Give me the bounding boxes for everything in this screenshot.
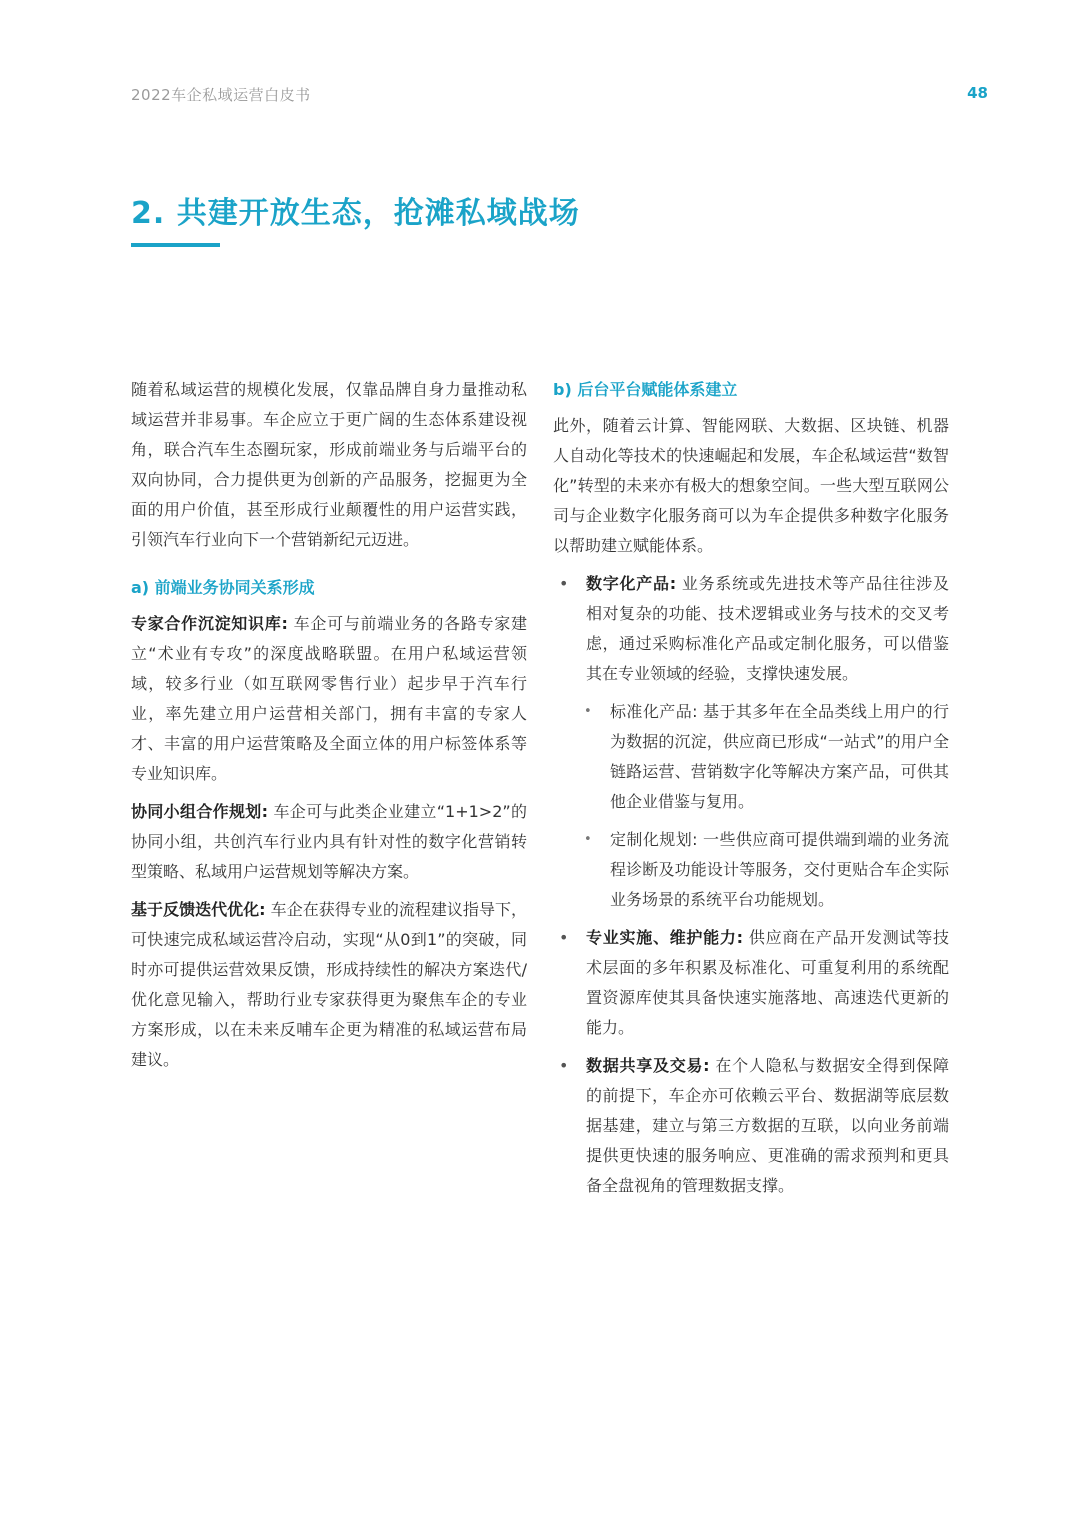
bullet-dot-icon: •: [559, 1056, 569, 1075]
bullet-dot-icon: •: [584, 704, 592, 719]
intro-paragraph: 此外，随着云计算、智能网联、大数据、区块链、机器人自动化等技术的快速崛起和发展，车企私域运营“数智化”转型的未来亦有极大的想象空间。一些大型互联网公司与企业数字化服务商可以为车企提供多种数字化服务以帮助建立赋能体系。: [553, 416, 949, 555]
paragraph-text: 车企可与此类企业建立“1+1>2”的协同小组，共创汽车行业内具有针对性的数字化营销转型策略、私域用户运营规划等解决方案。: [131, 802, 527, 881]
bullet-text: 业务系统或先进技术等产品往往涉及相对复杂的功能、技术逻辑或业务与技术的交叉考虑，通过采购标准化产品或定制化服务，可以借鉴其在专业领域的经验，支撑快速发展。: [586, 574, 949, 683]
right-column: [553, 375, 949, 1209]
paragraph-lead: 基于反馈迭代优化:: [131, 900, 266, 919]
sub-bullet-standard-product: [553, 697, 949, 817]
bullet-dot-icon: •: [559, 574, 569, 593]
bullet-dot-icon: •: [559, 928, 569, 947]
bullet-data-sharing: [553, 1051, 949, 1201]
intro-paragraph: 随着私域运营的规模化发展，仅靠品牌自身力量推动私域运营并非易事。车企应立于更广阔的生态体系建设视角，联合汽车生态圈玩家，形成前端业务与后端平台的双向协同，合力提供更为创新的产品服务，挖掘更为全面的用户价值，甚至形成行业颠覆性的用户运营实践，引领汽车行业向下一个营销新纪元迈进。: [131, 380, 527, 549]
paragraph-lead: 专家合作沉淀知识库:: [131, 614, 288, 633]
sub-bullet-custom-planning: [553, 825, 949, 915]
sub-bullet-text: 标准化产品: 基于其多年在全品类线上用户的行为数据的沉淀，供应商已形成“一站式”的用户全链路运营、营销数字化等解决方案产品，可供其他企业借鉴与复用。: [610, 702, 949, 811]
bullet-lead: 专业实施、维护能力:: [586, 928, 744, 947]
page-number: 48: [967, 84, 988, 102]
bullet-lead: 数据共享及交易:: [586, 1056, 710, 1075]
paragraph-collab-group: [131, 797, 527, 887]
subheading-front-end: a) 前端业务协同关系形成: [131, 578, 315, 597]
left-column: [131, 375, 527, 1083]
bullet-text: 供应商在产品开发测试等技术层面的多年积累及标准化、可重复利用的系统配置资源库使其具备快速实施落地、高速迭代更新的能力。: [586, 928, 949, 1037]
bullet-implementation: [553, 923, 949, 1043]
sub-bullet-text: 定制化规划: 一些供应商可提供端到端的业务流程诊断及功能设计等服务，交付更贴合车企实际业务场景的系统平台功能规划。: [610, 830, 949, 909]
bullet-digital-product: [553, 569, 949, 689]
paragraph-feedback-iteration: [131, 895, 527, 1075]
section-title: 2. 共建开放生态，抢滩私域战场: [131, 196, 580, 231]
title-underline: [131, 243, 220, 247]
bullet-lead: 数字化产品:: [586, 574, 677, 593]
paragraph-text: 车企可与前端业务的各路专家建立“术业有专攻”的深度战略联盟。在用户私域运营领域，较多行业（如互联网零售行业）起步早于汽车行业，率先建立用户运营相关部门，拥有丰富的专家人才、丰富的用户运营策略及全面立体的用户标签体系等专业知识库。: [131, 614, 527, 783]
bullet-text: 在个人隐私与数据安全得到保障的前提下，车企亦可依赖云平台、数据湖等底层数据基建，建立与第三方数据的互联，以向业务前端提供更快速的服务响应、更准确的需求预判和更具备全盘视角的管理数据支撑。: [586, 1056, 949, 1195]
subheading-back-end: b) 后台平台赋能体系建立: [553, 380, 738, 399]
paragraph-lead: 协同小组合作规划:: [131, 802, 269, 821]
paragraph-expert-knowledge: [131, 609, 527, 789]
bullet-dot-icon: •: [584, 832, 592, 847]
paragraph-text: 车企在获得专业的流程建议指导下，可快速完成私域运营冷启动，实现“从0到1”的突破，同时亦可提供运营效果反馈，形成持续性的解决方案迭代/优化意见输入，帮助行业专家获得更为聚焦车企的专业方案形成，以在未来反哺车企更为精准的私域运营布局建议。: [131, 900, 527, 1069]
report-title: 2022车企私域运营白皮书: [131, 86, 311, 104]
